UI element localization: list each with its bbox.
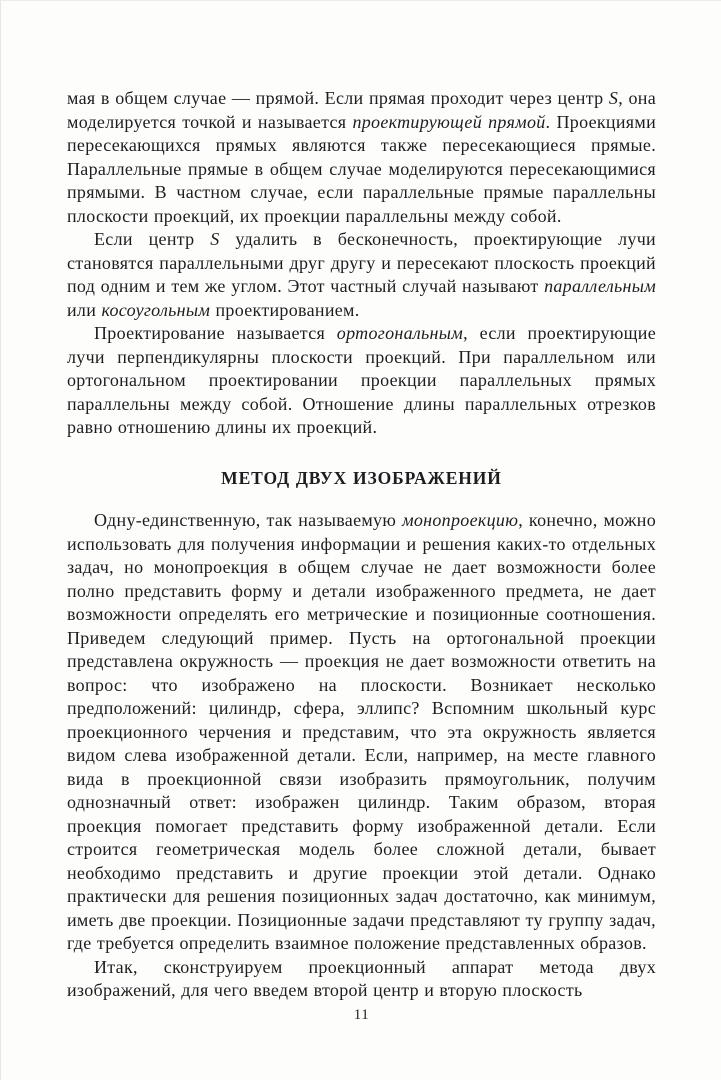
paragraph [67, 509, 656, 956]
emphasized-text: косоугольным [101, 299, 211, 320]
paragraph [67, 228, 656, 322]
text-run: удалить в бесконечность, проектирующие лучи становятся параллельными друг другу и пересекают плоскость проекций под одним и тем же углом. Этот частный случай называют [67, 229, 656, 296]
text-run: проектированием. [210, 299, 360, 320]
emphasized-text: S [608, 88, 619, 108]
page-number: 11 [353, 1007, 370, 1023]
emphasized-text: ортогональным [336, 323, 464, 343]
text-run: , конечно, можно использовать для получения информации и решения каких-то отдельных задач, но монопроекция в общем случае не дает возможности более полно представить форму и детали изображенного предмета, не дает возможности определять его метрические и позиционные соотношения. Приведем следующий пример. Пусть на ортогональной проекции представлена окружность — проекция не дает возможности ответить на вопрос: что изображено на плоскости. Возникает несколько предположений: цилиндр, сфера, эллипс? Вспомним школьный курс проекционного черчения и представим, что эта окружность является видом слева изображенной детали. Если, например, на месте главного вида в проекционной связи изобразить прямоугольник, получим однозначный ответ: изображен цилиндр. Таким образом, вторая проекция помогает представить форму изображенной детали. Если строится геометрическая модель более сложной детали, бывает необходимо представить и другие проекции этой детали. Однако практически для решения позиционных задач достаточно, как минимум, иметь две проекции. Позиционные задачи представляют ту группу задач, где требуется определить взаимное положение представленных образов. [67, 510, 656, 953]
emphasized-text: S [210, 229, 220, 249]
emphasized-text: параллельным [544, 276, 656, 296]
paragraph [67, 956, 656, 1003]
text-run: , она моделируется точкой и называется [67, 88, 657, 132]
paragraph [67, 322, 656, 440]
text-column [67, 87, 656, 1003]
text-run: Если центр [94, 229, 211, 249]
text-run: или [67, 299, 102, 320]
text-run: . Проекциями пересекающихся прямых являются также пересекающиеся прямые. Параллельные прямые в общем случае моделируются пересекающимися прямыми. В частном случае, если параллельные прямые параллельны плоскости проекций, их проекции параллельны между собой. [67, 111, 656, 226]
emphasized-text: проектирующей прямой [352, 111, 546, 132]
section-heading: МЕТОД ДВУХ ИЗОБРАЖЕНИЙ [221, 467, 502, 488]
paragraph [67, 87, 656, 228]
text-run: мая в общем случае — прямой. Если прямая проходит через центр [67, 88, 609, 108]
text-run: Проектирование называется [94, 323, 337, 343]
text-run: , если проектирующие лучи перпендикулярны плоскости проекций. При параллельном или ортогональном проектировании проекции параллельных прямых параллельны между собой. Отношение длины параллельных отрезков равно отношению длины их проекций. [67, 323, 656, 437]
emphasized-text: монопроекцию [402, 510, 519, 530]
text-run: Одну-единственную, так называемую [94, 510, 403, 530]
text-run: Итак, сконструируем проекционный аппарат метода двух изображений, для чего введем второй центр и вторую плоскость [67, 956, 656, 1000]
